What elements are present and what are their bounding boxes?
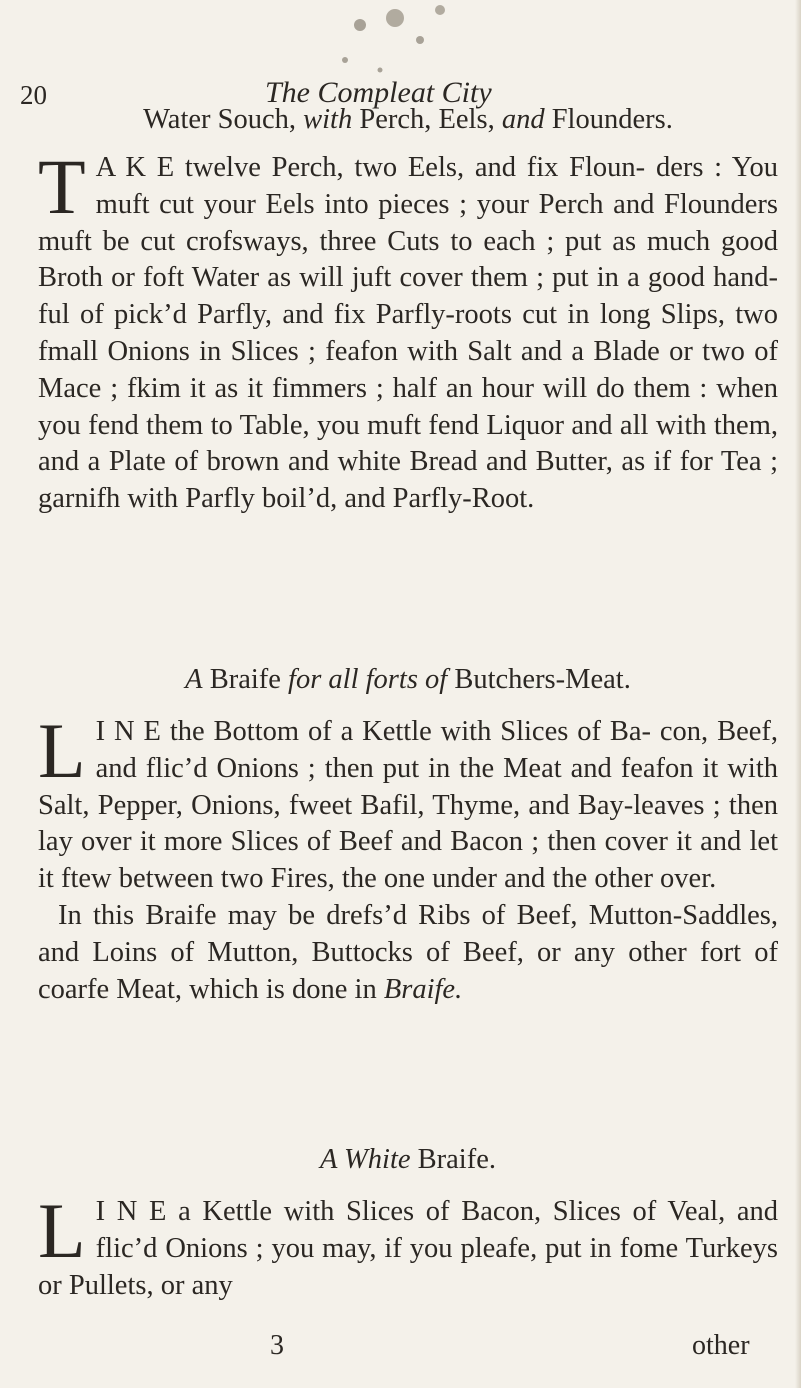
body-text: con, Beef, and flic’d Onions ; then put in the Meat and feafon it with Salt, Pepper, Onions, fweet Bafil, Thyme, and Bay-leaves ; then lay over it more Slices of Beef and Bacon ; then cover it and let it ftew between two Fires, the one under and the other over.: [38, 716, 779, 895]
title-part: Perch, Eels,: [352, 104, 502, 135]
recipe-title: [38, 1140, 778, 1180]
page-edge-shadow: [795, 0, 801, 1388]
title-part: with: [303, 104, 353, 135]
page-header: [0, 32, 801, 110]
recipe-braise: [38, 660, 778, 1008]
title-part: Flounders.: [544, 104, 673, 135]
drop-cap: L: [38, 707, 86, 794]
note-text: In this Braife may be drefs’d Ribs of Beef, Mutton-Saddles, and Loins of Mutton, Buttocks of Beef, or any other fort of coarfe Meat, which is done in: [38, 899, 778, 1005]
lead-line: I N E the Bottom of a Kettle with Slices of Ba-: [95, 716, 651, 747]
recipe-text: [38, 707, 779, 898]
title-part: and: [501, 104, 545, 135]
title-part: for all forts of: [288, 664, 448, 695]
signature-mark: 3: [270, 1330, 284, 1361]
body-text: of Veal, and flic’d Onions ; you may, if you pleafe, put in fome Turkeys or Pullets, or any: [38, 1196, 779, 1301]
body-text: ders : You muft cut your Eels into pieces ; your Perch and Flounders muft be cut crofsways, three Cuts to each ; put as much good Broth or foft Water as will juft cover them ; put in a good hand-ful of pick’d Parfly, and fix Parfly-roots cut in long Slips, two fmall Onions in Slices ; feafon with Salt and a Blade or two of Mace ; fkim it as it fimmers ; half an hour will do them : when you fend them to Table, you muft fend Liquor and all with them, and a Plate of brown and white Bread and Butter, as if for Tea ; garnifh with Parfly boil’d, and Parfly-Root.: [38, 152, 779, 515]
lead-line: A K E twelve Perch, two Eels, and fix Floun-: [95, 152, 646, 183]
title-part: Braife.: [410, 1144, 496, 1175]
recipe-text: [38, 143, 779, 518]
recipe-white-braise: [38, 1140, 778, 1304]
recipe-title: [38, 660, 778, 700]
title-part: Braife: [202, 664, 289, 695]
title-part: Water Souch,: [143, 104, 304, 135]
drop-cap: T: [38, 143, 86, 230]
title-part: A: [185, 664, 203, 695]
title-part: Butchers-Meat.: [447, 664, 631, 695]
catchword: other: [692, 1330, 750, 1361]
drop-cap: L: [38, 1187, 86, 1274]
recipe-water-souch: [38, 100, 778, 518]
recipe-title: [38, 100, 778, 140]
title-part: A White: [320, 1144, 411, 1175]
running-title: The Compleat City: [265, 76, 492, 109]
lead-line: I N E a Kettle with Slices of Bacon, Slices: [95, 1196, 621, 1227]
page-number: 20: [20, 80, 47, 110]
recipe-note: [38, 898, 778, 1008]
note-text: Braife.: [383, 973, 463, 1005]
recipe-text: [38, 1187, 779, 1304]
